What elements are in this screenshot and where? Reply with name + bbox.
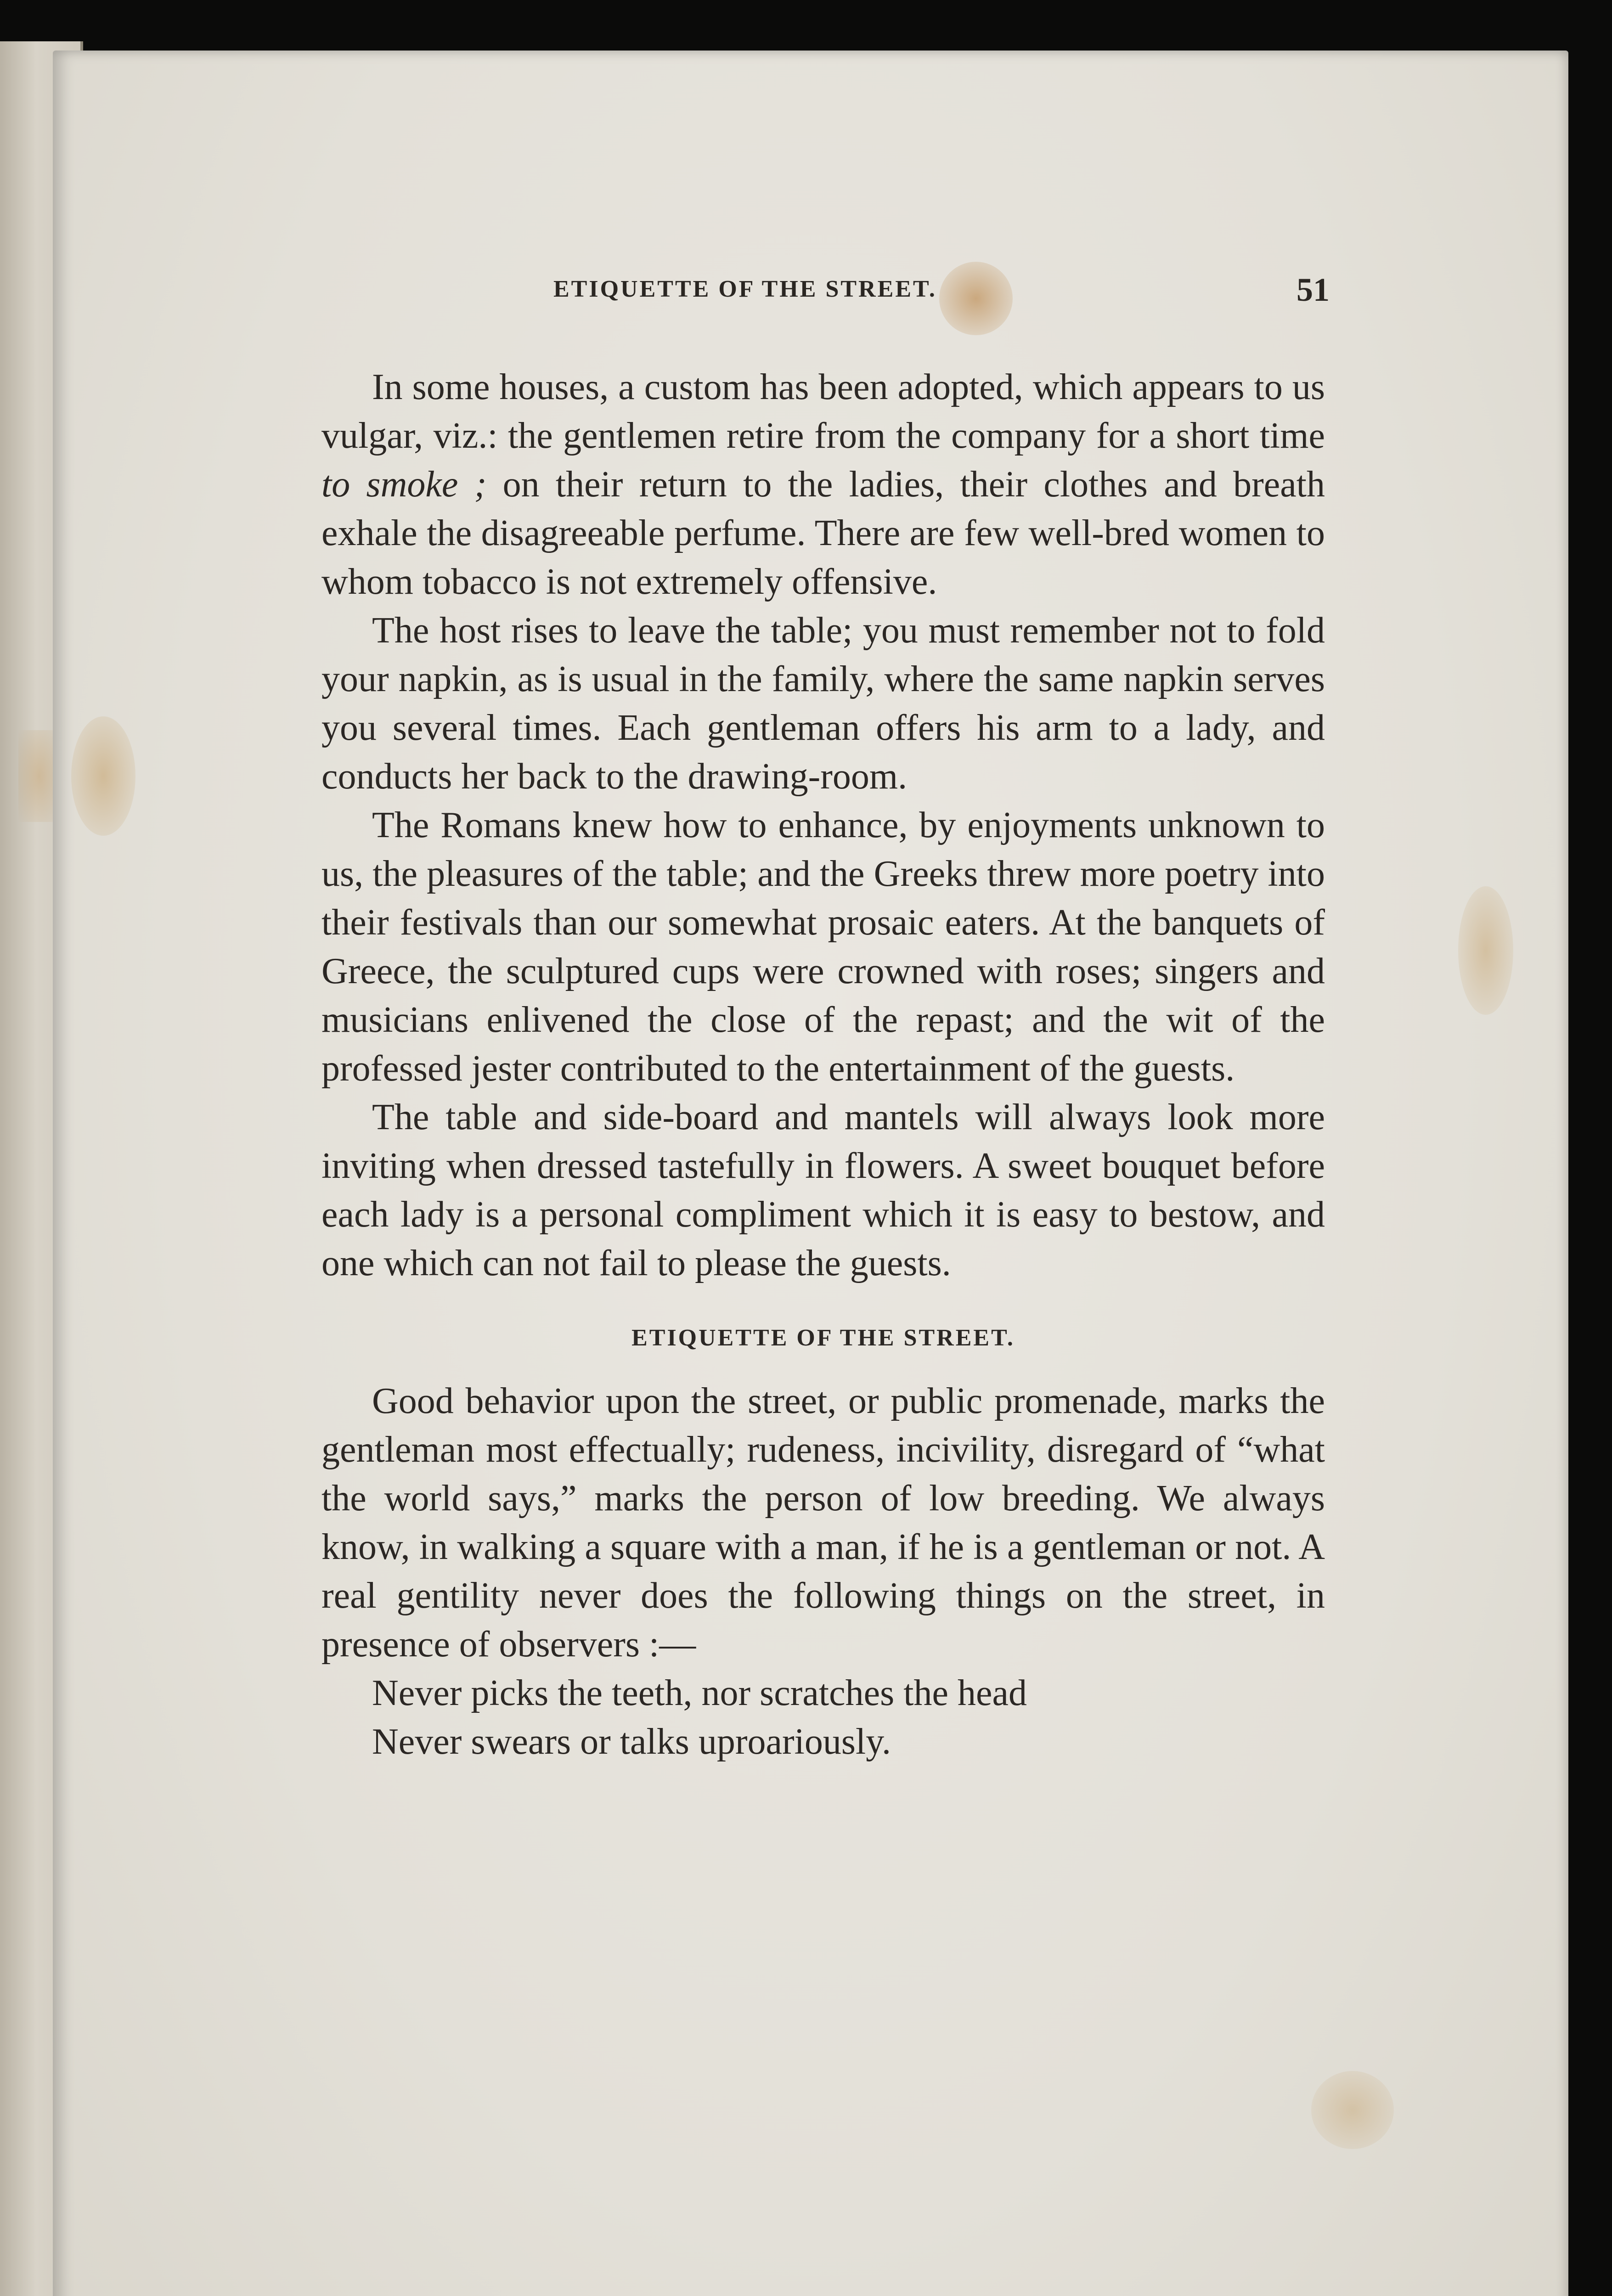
foxing-stain — [1311, 2071, 1394, 2149]
paragraph-text: on their return to the ladies, their clothes and breath exhale the disagreeable perfume. There are few well-bred women to whom tobacco is not extremely offensive. — [321, 464, 1325, 602]
rule-line: Never swears or talks uproariously. — [372, 1722, 891, 1762]
paragraph-text: In some houses, a custom has been adopted, which appears to us vulgar, viz.: the gentlemen retire from the company for a short time — [321, 367, 1325, 456]
foxing-stain — [1458, 886, 1513, 1015]
running-head: ETIQUETTE OF THE STREET. — [553, 276, 937, 302]
paragraph — [321, 363, 1325, 606]
foxing-stain — [71, 716, 135, 836]
body-text — [321, 363, 1325, 1766]
page-number: 51 — [1296, 271, 1330, 308]
section-heading: ETIQUETTE OF THE STREET. — [631, 1325, 1015, 1351]
page-header — [517, 271, 1330, 312]
paragraph: The host rises to leave the table; you must remember not to fold your napkin, as is usual in the family, where the same napkin serves you several times. Each gentleman offers his arm to a lady, and conducts her back to the drawing-room. — [321, 610, 1325, 797]
paragraph: The Romans knew how to enhance, by enjoyments unknown to us, the pleasures of the table; and the Greeks threw more poetry into their festivals than our somewhat prosaic eaters. At the banquets of Greece, the sculptured cups were crowned with roses; singers and musicians enlivened the close of the repast; and the wit of the professed jester contributed to the entertainment of the guests. — [321, 805, 1325, 1089]
rule-line: Never picks the teeth, nor scratches the head — [372, 1673, 1027, 1713]
italic-phrase: to smoke ; — [321, 464, 487, 505]
paragraph: Good behavior upon the street, or public promenade, marks the gentleman most effectually; rudeness, incivility, disregard of “what the world says,” marks the person of low breeding. We always know, in walking a square with a man, if he is a gentleman or not. A real gentility never does the following things on the street, in presence of observers :— — [321, 1381, 1325, 1665]
paragraph: The table and side-board and mantels will always look more inviting when dressed tastefully in flowers. A sweet bouquet before each lady is a personal compliment which it is easy to bestow, and one which can not fail to please the guests. — [321, 1097, 1325, 1283]
